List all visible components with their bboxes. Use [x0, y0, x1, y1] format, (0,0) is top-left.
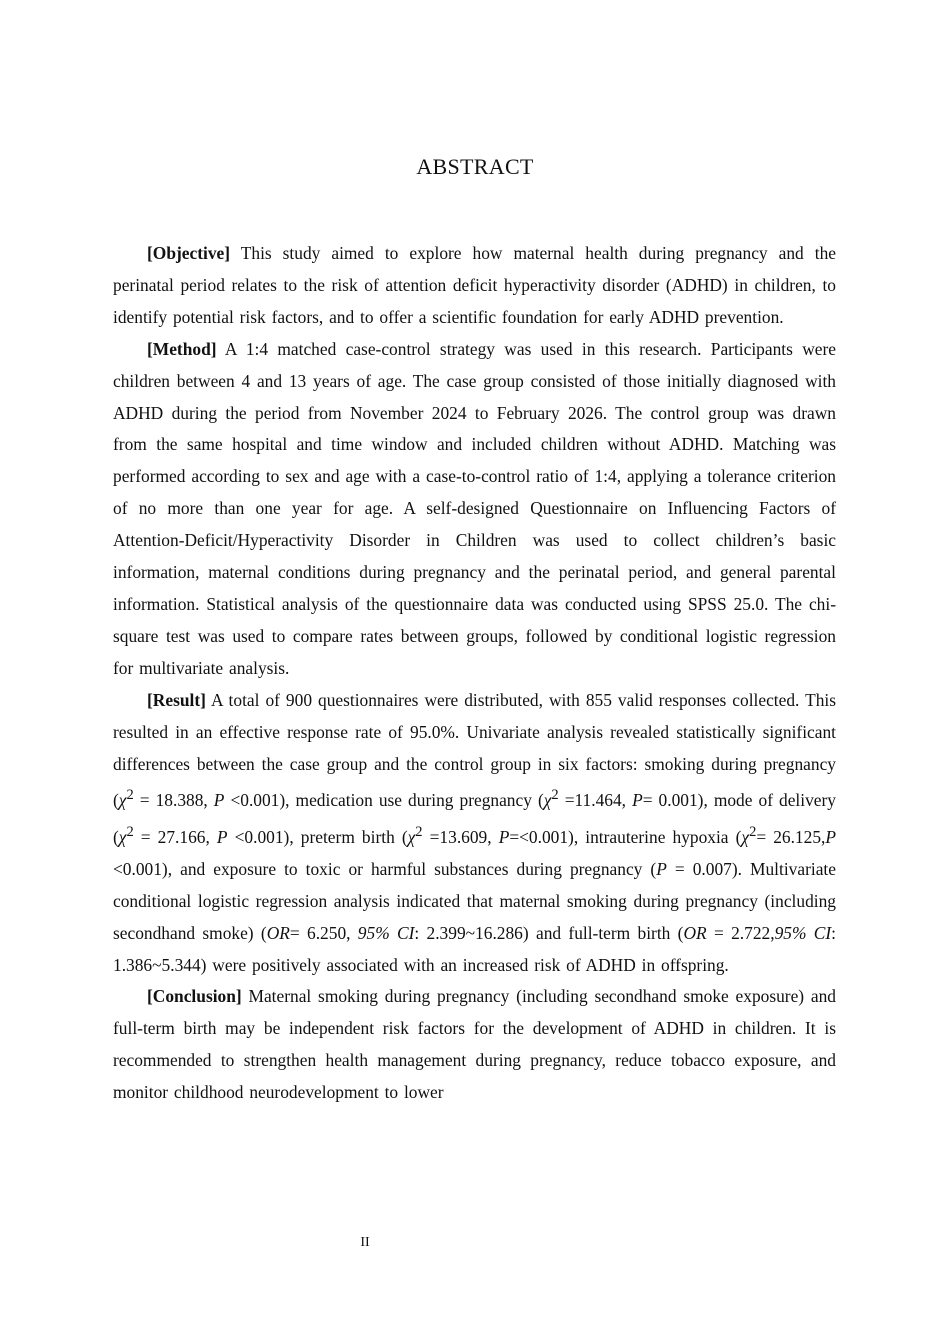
- conclusion-paragraph: [113, 981, 836, 1109]
- or-symbol: OR: [266, 922, 290, 943]
- objective-paragraph: [113, 238, 836, 334]
- result-text: <0.001), medication use during pregnancy (: [224, 790, 544, 811]
- result-text: : 2.399~16.286) and full-term birth (: [414, 922, 684, 943]
- result-label: [Result]: [147, 689, 206, 710]
- result-text: <0.001), and exposure to toxic or harmful substances during pregnancy (: [113, 858, 657, 879]
- method-text: A 1:4 matched case-control strategy was used in this research. Participants were children between 4 and 13 years of age. The case group consisted of those initially diagnosed with ADHD during the period from November 2024 to February 2026. The control group was drawn from the same hospital and time window and included children without ADHD. Matching was performed according to sex and age with a case-to-control ratio of 1:4, applying a tolerance criterion of no more than one year for age. A self-designed Questionnaire on Influencing Factors of Attention-Deficit/Hyperactivity Disorder in Children was used to collect children’s basic information, maternal conditions during pregnancy and the perinatal period, and general parental information. Statistical analysis of the questionnaire data was conducted using SPSS 25.0. The chi-square test was used to compare rates between groups, followed by conditional logistic regression for multivariate analysis.: [113, 338, 836, 678]
- chi-symbol: χ: [543, 790, 552, 811]
- result-text: =<0.001), intrauterine hypoxia (: [509, 826, 742, 847]
- p-symbol: P: [498, 826, 510, 847]
- chi-symbol: χ: [118, 790, 127, 811]
- page-number: II: [360, 1235, 370, 1250]
- page-title: ABSTRACT: [416, 154, 534, 179]
- conclusion-text: Maternal smoking during pregnancy (including secondhand smoke exposure) and full-term birth may be independent risk factors for the development of ADHD in children. It is recommended to strengthen health management during pregnancy, reduce tobacco exposure, and monitor childhood neurodevelopment to lower: [113, 986, 836, 1103]
- result-paragraph: [113, 685, 836, 982]
- result-text: A total of 900 questionnaires were distributed, with 855 valid responses collected. This resulted in an effective response rate of 95.0%. Univariate analysis revealed statistically significant differences between the case group and the control group in six factors: smoking during pregnancy (: [113, 689, 836, 811]
- result-text: = 2.722,: [706, 922, 775, 943]
- superscript: 2: [551, 787, 559, 804]
- abstract-body: [113, 238, 836, 1109]
- ci-symbol: 95% CI: [774, 922, 832, 943]
- conclusion-label: [Conclusion]: [147, 986, 242, 1007]
- result-text: =13.609,: [422, 826, 499, 847]
- p-symbol: P: [213, 790, 225, 811]
- chi-symbol: χ: [118, 826, 127, 847]
- result-text: = 26.125,: [756, 826, 826, 847]
- result-text: =11.464,: [558, 790, 633, 811]
- method-label: [Method]: [147, 338, 217, 359]
- p-symbol: P: [656, 858, 667, 879]
- objective-label: [Objective]: [147, 243, 231, 263]
- ci-symbol: 95% CI: [357, 922, 415, 943]
- superscript: 2: [126, 787, 134, 804]
- or-symbol: OR: [683, 922, 707, 943]
- result-text: = 18.388,: [133, 790, 214, 811]
- method-paragraph: [113, 334, 836, 685]
- result-text: <0.001), preterm birth (: [227, 826, 408, 847]
- result-text: = 6.250,: [289, 922, 358, 943]
- p-symbol: P: [216, 826, 228, 847]
- result-text: = 0.001), mode of delivery (: [113, 790, 836, 847]
- result-text: = 0.007). Multivariate conditional logistic regression analysis indicated that maternal smoking during pregnancy (including secondhand smoke) (: [113, 858, 836, 943]
- superscript: 2: [415, 824, 423, 841]
- p-symbol: P: [825, 826, 836, 847]
- result-text: = 27.166,: [133, 826, 217, 847]
- result-text: : 1.386~5.344) were positively associated with an increased risk of ADHD in offspring.: [113, 922, 836, 975]
- chi-symbol: χ: [407, 826, 416, 847]
- superscript: 2: [126, 824, 134, 841]
- objective-text: This study aimed to explore how maternal health during pregnancy and the perinatal period relates to the risk of attention deficit hyperactivity disorder (ADHD) in children, to identify potential risk factors, and to offer a scientific foundation for early ADHD prevention.: [113, 243, 836, 327]
- chi-symbol: χ: [741, 826, 750, 847]
- superscript: 2: [749, 824, 757, 841]
- p-symbol: P: [632, 790, 643, 811]
